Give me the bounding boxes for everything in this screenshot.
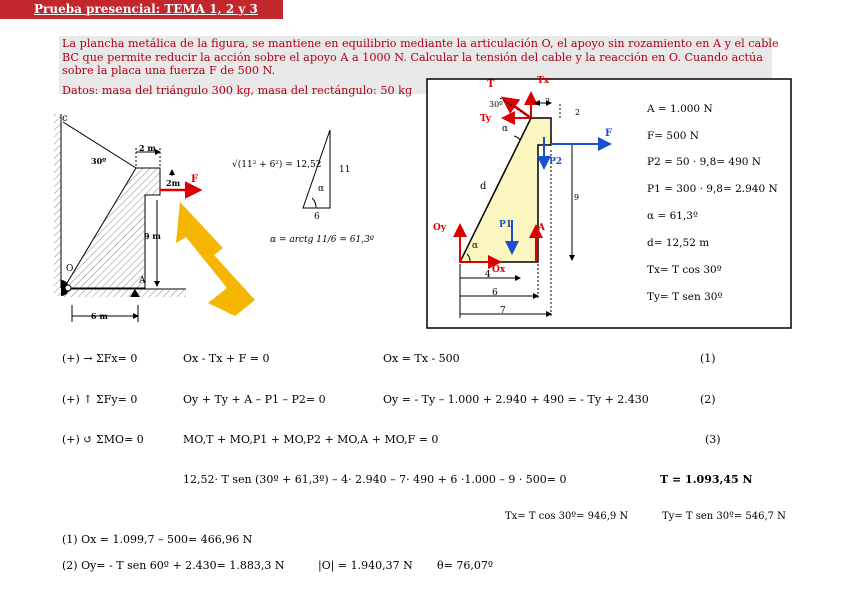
fbd-label-2-side: 2 (575, 108, 581, 117)
fbd-label-ty: Ty (480, 114, 491, 124)
oy-result: (2) Oy= - T sen 60º + 2.430= 1.883,3 N (62, 559, 285, 572)
fbd-label-7: 7 (500, 306, 506, 316)
fbd-label-2-top: 2 (545, 97, 551, 106)
moment-equation: 12,52· T sen (30º + 61,3º) – 4· 2.940 – 7· 490 + 6 ·1.000 – 9 · 500= 0 (183, 473, 567, 486)
fbd-label-oy: Oy (433, 223, 447, 233)
fbd-label-tx: Tx (537, 76, 550, 86)
eq1-condition: (+) → ΣFx= 0 (62, 352, 138, 365)
fbd-label-p1: P1 (499, 220, 513, 230)
problem-data: Datos: masa del triángulo 300 kg, masa del rectángulo: 50 kg (62, 84, 413, 97)
eq3-number: (3) (705, 433, 721, 446)
fbd-label-f: F (605, 128, 613, 139)
eq2-expression: Oy + Ty + A – P1 – P2= 0 (183, 393, 326, 406)
label-9m: 9 m (144, 231, 161, 241)
fbd-label-d: d (480, 181, 487, 192)
label-o-left: O (66, 264, 74, 274)
fbd-value-alpha: α = 61,3º (647, 210, 698, 222)
eq2-number: (2) (700, 393, 716, 406)
eq2-result: Oy = - Ty – 1.000 + 2.940 + 490 = - Ty + 2.430 (383, 393, 649, 406)
fbd-value-tx: Tx= T cos 30º (647, 264, 722, 276)
label-30deg: 30º (91, 156, 107, 166)
label-2m-side: 2m (166, 178, 181, 188)
side-6: 6 (314, 212, 320, 222)
sqrt-formula: √(11² + 6²) = 12,52 (232, 160, 322, 170)
fbd-label-4: 4 (485, 270, 491, 280)
tension-result: T = 1.093,45 N (660, 473, 753, 486)
fbd-value-a: A = 1.000 N (647, 103, 713, 115)
label-6m: 6 m (91, 311, 108, 321)
eq2-condition: (+) ↑ ΣFy= 0 (62, 393, 138, 406)
fbd-label-30: 30º (489, 100, 503, 109)
fbd-label-ox: Ox (492, 265, 506, 275)
atan-formula: α = arctg 11/6 = 61,3º (270, 235, 375, 245)
fbd-value-p1: P1 = 300 · 9,8= 2.940 N (647, 183, 778, 195)
fbd-label-9: 9 (574, 193, 580, 202)
eq1-number: (1) (700, 352, 716, 365)
fbd-alpha-bottom: α (472, 241, 479, 251)
label-c: c (62, 113, 68, 124)
angle-alpha-aux: α (318, 184, 325, 194)
fbd-label-6: 6 (492, 288, 498, 298)
fbd-value-f: F= 500 N (647, 130, 699, 142)
fbd-label-p2: P2 (549, 157, 563, 167)
theta-result: θ= 76,07º (437, 559, 493, 572)
side-11: 11 (339, 165, 351, 175)
eq1-expression: Ox - Tx + F = 0 (183, 352, 270, 365)
o-magnitude: |O| = 1.940,37 N (318, 559, 413, 572)
fbd-value-p2: P2 = 50 · 9,8= 490 N (647, 156, 761, 168)
fbd-label-t: T (487, 79, 495, 90)
label-a-left: A (139, 276, 146, 286)
fbd-value-d: d= 12,52 m (647, 237, 710, 249)
fbd-alpha-top: α (502, 124, 509, 134)
page-title: Prueba presencial: TEMA 1, 2 y 3 (34, 2, 258, 16)
eq1-result: Ox = Tx - 500 (383, 352, 460, 365)
ox-result: (1) Ox = 1.099,7 – 500= 466,96 N (62, 533, 253, 546)
eq3-condition: (+) ↺ ΣMO= 0 (62, 433, 144, 446)
eq3-expression: MO,T + MO,P1 + MO,P2 + MO,A + MO,F = 0 (183, 433, 439, 446)
fbd-value-ty: Ty= T sen 30º (647, 291, 723, 303)
fbd-label-a: A (538, 223, 545, 233)
label-f-left: F (191, 174, 199, 185)
problem-statement: La plancha metálica de la figura, se mantiene en equilibrio mediante la articulación O, el apoyo sin rozamiento en A y el cable BC que permite reducir la acción sobre el apoyo A a 1000 N. Calcular la tensión del cable y la reacción en O. Cuando actúa sobre la placa una fuerza F de 500 N. (62, 37, 779, 77)
tx-result: Tx= T cos 30º= 946,9 N (505, 511, 629, 522)
ty-result: Ty= T sen 30º= 546,7 N (662, 511, 786, 522)
label-2m-top: 2 m (139, 143, 156, 153)
